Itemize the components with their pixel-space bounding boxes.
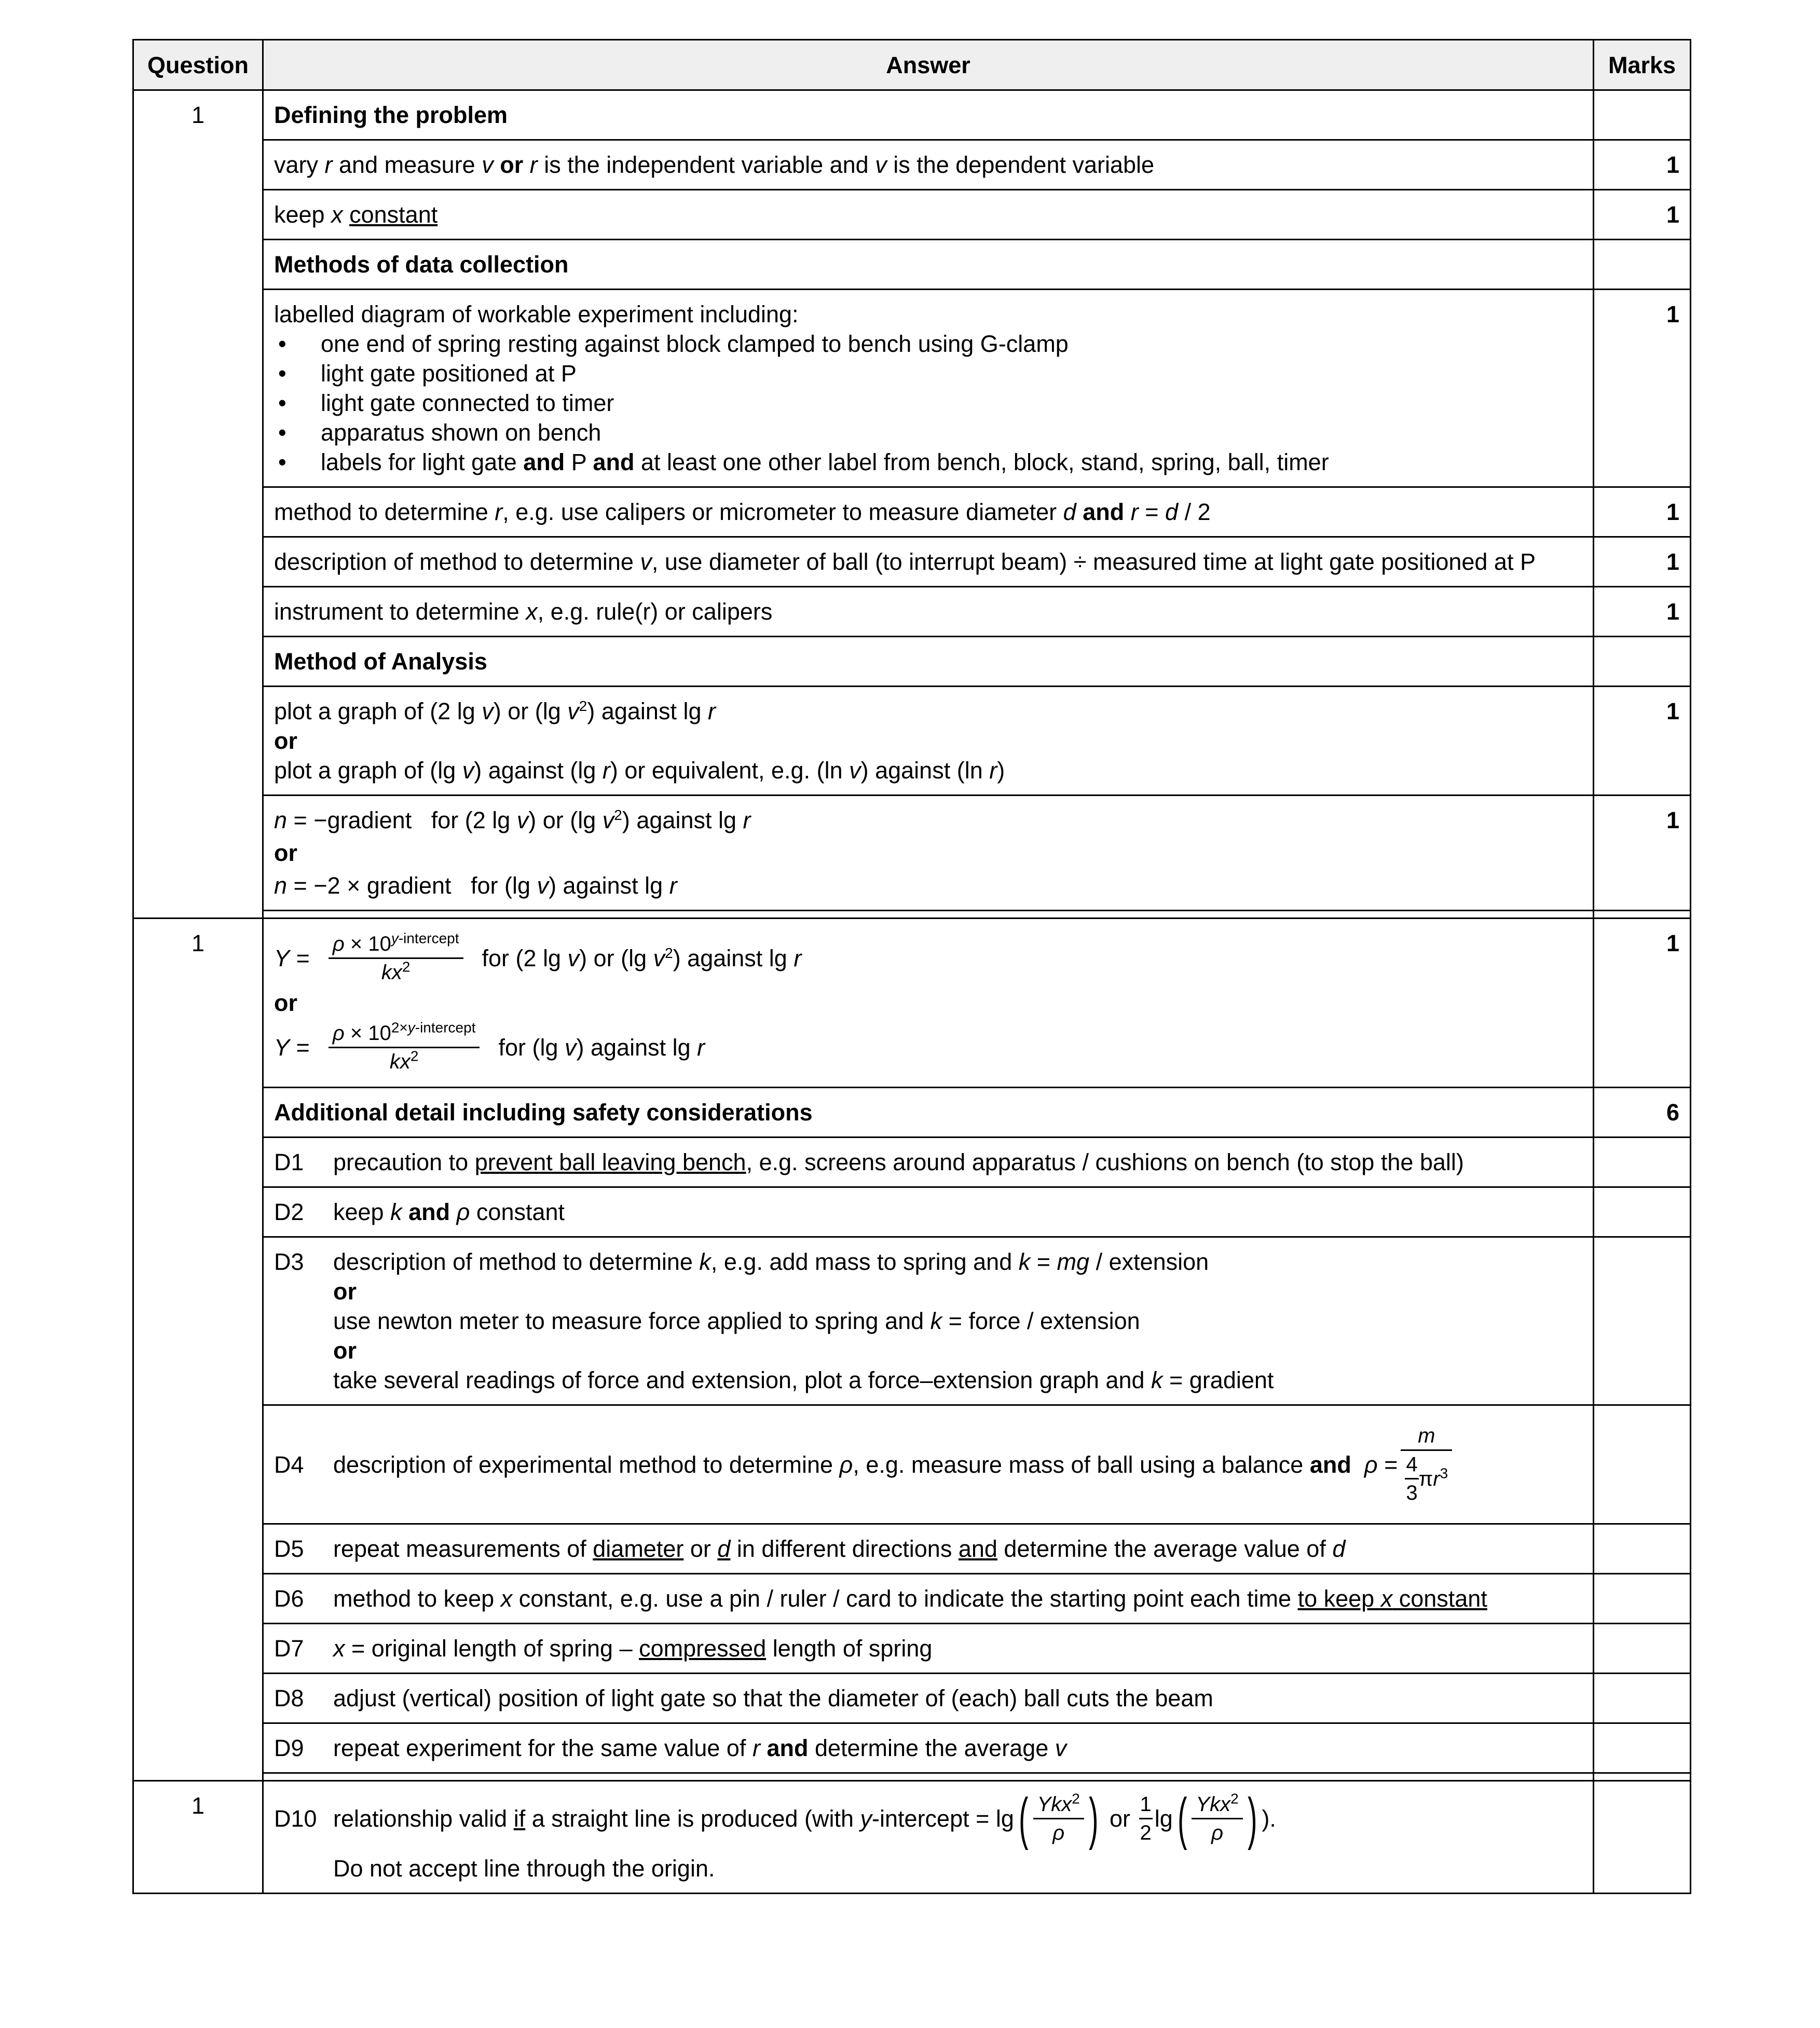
section-heading-additional: Additional detail including safety considerations [263, 1088, 1594, 1138]
detail-d5: D5 repeat measurements of diameter or d in different directions and determine the average value of d [263, 1524, 1594, 1574]
diagram-list [274, 329, 1582, 477]
table-row [133, 1237, 1691, 1405]
question-number: 1 [133, 919, 263, 1781]
table-row [133, 290, 1691, 487]
table-header-row [133, 40, 1691, 90]
table-row [133, 190, 1691, 240]
table-row [133, 1781, 1691, 1894]
detail-d10: D10 relationship valid if a straight line is produced (with y-intercept = lg ( $\frac{Ykx^2}{\rho}$ ) or $\frac{1}{2}$ lg ( $\frac{Ykx^2}{\rho}$ ) ). Do not accept line through the origin. [263, 1781, 1594, 1894]
mark: 1 [1594, 140, 1691, 190]
mark: 1 [1594, 687, 1691, 796]
mark: 1 [1594, 537, 1691, 587]
mark: 1 [1594, 587, 1691, 637]
mark: 1 [1594, 190, 1691, 240]
table-row [133, 1138, 1691, 1187]
table-row [133, 637, 1691, 687]
list-item: • labels for light gate and P and at least one other label from bench, block, stand, spring, ball, timer [274, 447, 1582, 477]
answer-plot-graph: plot a graph of (2 lg v) or (lg $v^2$) against lg r or plot a graph of (lg v) against (lg r) or equivalent, e.g. (ln v) against (ln r) [263, 687, 1594, 796]
detail-d6: D6 method to keep x constant, e.g. use a pin / ruler / card to indicate the starting point each time to keep x constant [263, 1574, 1594, 1624]
table-row [133, 1088, 1691, 1138]
mark: 1 [1594, 487, 1691, 537]
mark-scheme [132, 39, 1690, 1894]
table-row [133, 1574, 1691, 1624]
section-heading-defining: Defining the problem [263, 90, 1594, 140]
table-row [133, 587, 1691, 637]
table-row [133, 1674, 1691, 1723]
mark: 6 [1594, 1088, 1691, 1138]
answer-vary-r: vary r and measure v or r is the independent variable and v is the dependent variable [263, 140, 1594, 190]
table-row [133, 487, 1691, 537]
table-row [133, 1524, 1691, 1574]
detail-d4: D4 description of experimental method to determine ρ, e.g. measure mass of ball using a balance and ρ = m $\frac{4}{3}$ $\pi r^3$ [263, 1405, 1594, 1524]
detail-d9: D9 repeat experiment for the same value of r and determine the average v [263, 1723, 1594, 1773]
detail-d7: D7 x = original length of spring – compressed length of spring [263, 1624, 1594, 1674]
mark: 1 [1594, 919, 1691, 1088]
page-break [133, 911, 1691, 919]
table-row [133, 1624, 1691, 1674]
page-break [133, 1773, 1691, 1781]
answer-n-gradient: n = −gradient for (2 lg v) or (lg $v^2$) against lg r or n = −2 × gradient for (lg v) against lg r [263, 796, 1594, 911]
table-row [133, 687, 1691, 796]
list-item: • one end of spring resting against block clamped to bench using G-clamp [274, 329, 1582, 359]
marks-header: Marks [1594, 40, 1691, 90]
answer-header: Answer [263, 40, 1594, 90]
detail-d8: D8 adjust (vertical) position of light gate so that the diameter of (each) ball cuts the beam [263, 1674, 1594, 1723]
detail-d2: D2 keep k and ρ constant [263, 1187, 1594, 1237]
question-number: 1 [133, 90, 263, 919]
mark-scheme-table [132, 39, 1691, 1894]
table-row [133, 240, 1691, 290]
answer-keep-x: keep x constant [263, 190, 1594, 240]
diagram-intro: labelled diagram of workable experiment including: [274, 301, 799, 327]
mark: 1 [1594, 290, 1691, 487]
table-row [133, 1405, 1691, 1524]
detail-d3: D3 description of method to determine k, e.g. add mass to spring and k = mg / extension or use newton meter to measure force applied to spring and k = force / extension or take several readings of force and extension, plot a force–extension graph and k = gradient [263, 1237, 1594, 1405]
list-item: • light gate positioned at P [274, 359, 1582, 388]
table-row [133, 796, 1691, 911]
answer-instrument-x: instrument to determine x, e.g. rule(r) or calipers [263, 587, 1594, 637]
question-header: Question [133, 40, 263, 90]
list-item: • apparatus shown on bench [274, 418, 1582, 447]
question-number: 1 [133, 1781, 263, 1894]
answer-method-r: method to determine r, e.g. use calipers or micrometer to measure diameter d and r = d / 2 [263, 487, 1594, 537]
table-row [133, 1723, 1691, 1773]
table-row [133, 537, 1691, 587]
answer-method-v: description of method to determine v, use diameter of ball (to interrupt beam) ÷ measured time at light gate positioned at P [263, 537, 1594, 587]
section-heading-analysis: Method of Analysis [263, 637, 1594, 687]
table-row [133, 90, 1691, 140]
answer-y-formula: Y = $\frac{\rho \times 10^{y-intercept}}{kx^2}$ for (2 lg v) or (lg $v^2$) against lg r or Y = $\frac{\rho \times 10^{2\times y-intercept}}{kx^2}$ for (lg v) against lg r [263, 919, 1594, 1088]
mark: 1 [1594, 796, 1691, 911]
table-row [133, 1187, 1691, 1237]
answer-diagram [263, 290, 1594, 487]
table-row [133, 919, 1691, 1088]
detail-d1: D1 precaution to prevent ball leaving bench, e.g. screens around apparatus / cushions on bench (to stop the ball) [263, 1138, 1594, 1187]
section-heading-methods: Methods of data collection [263, 240, 1594, 290]
table-row [133, 140, 1691, 190]
list-item: • light gate connected to timer [274, 388, 1582, 418]
